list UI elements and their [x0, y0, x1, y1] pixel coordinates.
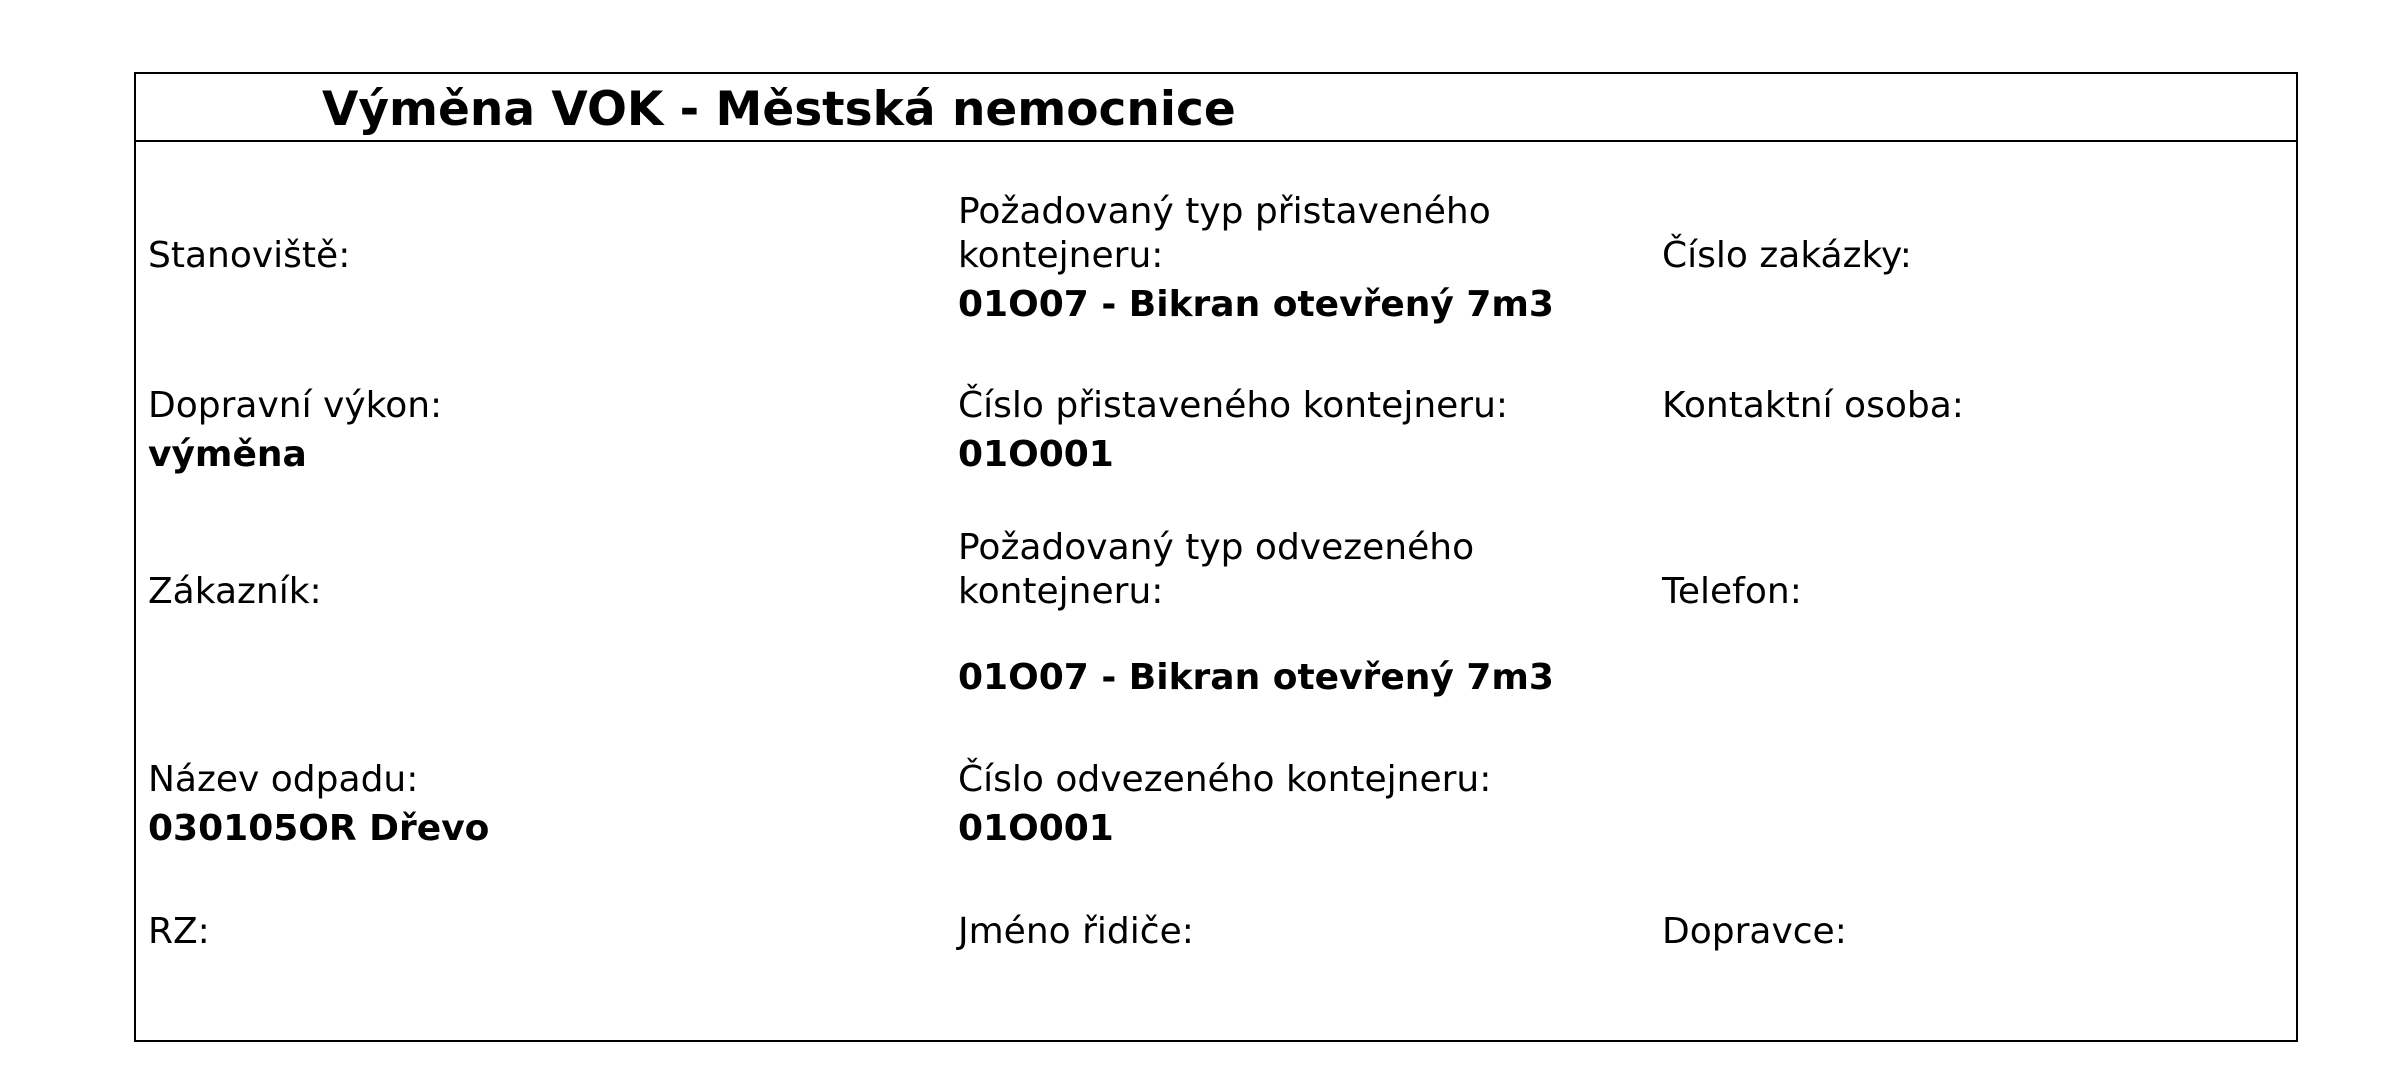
form-title: Výměna VOK - Městská nemocnice [322, 82, 1236, 137]
typ-odvezeneho-value: 01O07 - Bikran otevřený 7m3 [958, 657, 1554, 698]
rz-label: RZ: [148, 911, 210, 952]
typ-pristaveneho-label-line1: Požadovaný typ přistaveného [958, 191, 1491, 232]
cislo-zakazky-label: Číslo zakázky: [1662, 235, 1912, 276]
dopravni-vykon-label: Dopravní výkon: [148, 385, 443, 426]
cislo-odvezeneho-value: 01O001 [958, 808, 1114, 849]
typ-pristaveneho-label-line2: kontejneru: [958, 235, 1164, 276]
dopravni-vykon-value: výměna [148, 434, 307, 475]
cislo-pristaveneho-value: 01O001 [958, 434, 1114, 475]
cislo-pristaveneho-label: Číslo přistaveného kontejneru: [958, 385, 1509, 426]
telefon-label: Telefon: [1662, 571, 1802, 612]
dopravce-label: Dopravce: [1662, 911, 1847, 952]
form-header [136, 74, 2296, 142]
typ-odvezeneho-label-line1: Požadovaný typ odvezeného [958, 527, 1475, 568]
kontaktni-osoba-label: Kontaktní osoba: [1662, 385, 1964, 426]
zakaznik-label: Zákazník: [148, 571, 322, 612]
order-form-frame [134, 72, 2298, 1042]
jmeno-ridice-label: Jméno řidiče: [958, 911, 1194, 952]
typ-odvezeneho-label-line2: kontejneru: [958, 571, 1164, 612]
stanoviste-label: Stanoviště: [148, 235, 351, 276]
cislo-odvezeneho-label: Číslo odvezeného kontejneru: [958, 759, 1492, 800]
nazev-odpadu-value: 030105OR Dřevo [148, 808, 490, 849]
typ-pristaveneho-value: 01O07 - Bikran otevřený 7m3 [958, 284, 1554, 325]
nazev-odpadu-label: Název odpadu: [148, 759, 419, 800]
